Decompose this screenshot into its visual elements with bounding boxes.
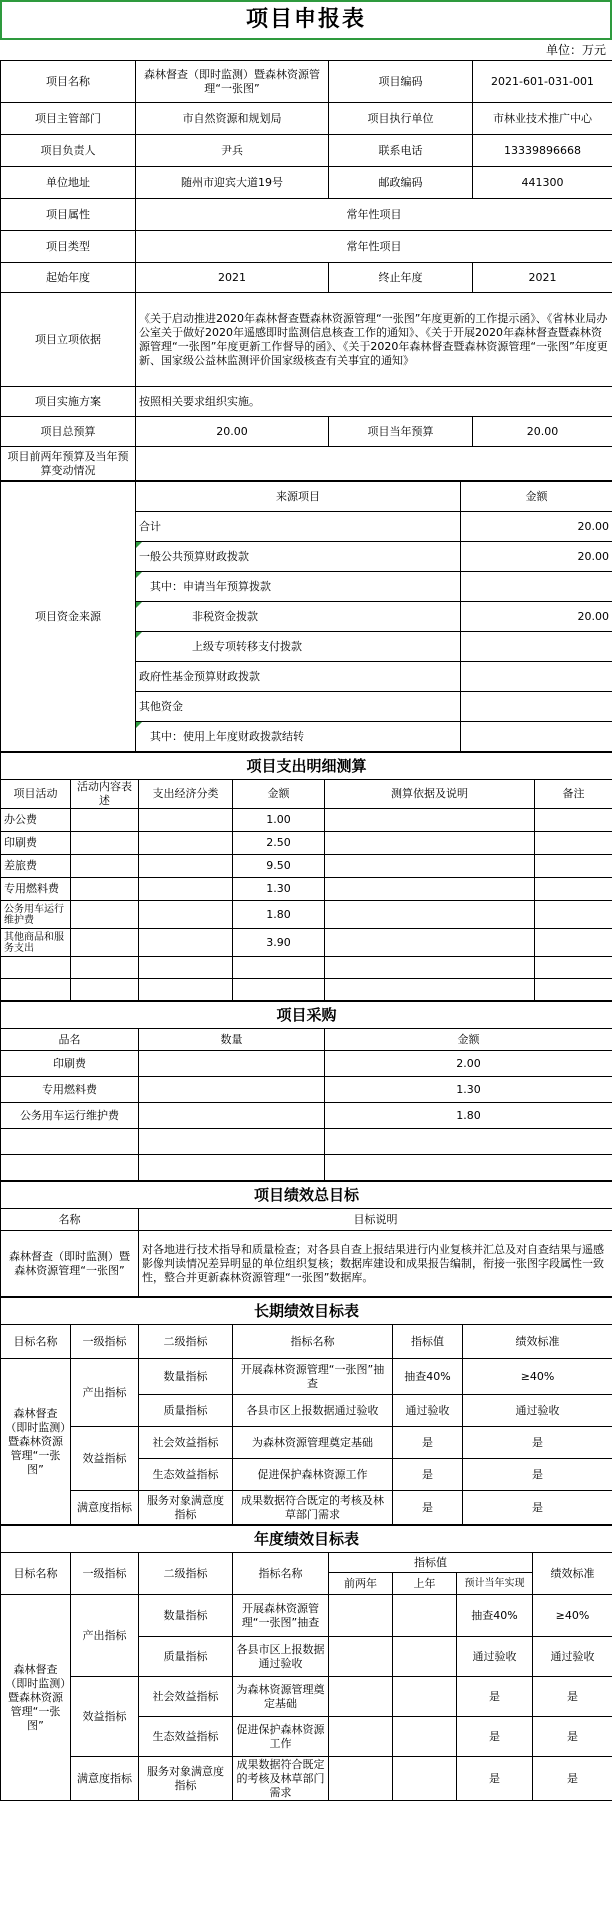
funds-label: 项目资金来源	[1, 482, 136, 752]
funds-row-amount: 20.00	[461, 542, 612, 572]
table-row	[1, 832, 612, 855]
longterm-header: 目标名称	[1, 1325, 71, 1359]
purchase-header: 数量	[139, 1029, 325, 1051]
longterm-title: 长期绩效目标表	[1, 1298, 612, 1325]
addr-value: 随州市迎宾大道19号	[136, 167, 329, 199]
expense-header: 测算依据及说明	[325, 780, 535, 809]
funds-amount-header: 金额	[461, 482, 612, 512]
table-row	[1, 1077, 612, 1103]
plan-value: 按照相关要求组织实施。	[136, 387, 612, 417]
longterm-header: 一级指标	[71, 1325, 139, 1359]
attr-label: 项目属性	[1, 199, 136, 231]
expense-activity: 公务用车运行维护费	[1, 901, 71, 929]
funds-source-header: 来源项目	[136, 482, 461, 512]
expense-activity: 其他商品和服务支出	[1, 929, 71, 957]
total-value: 20.00	[136, 417, 329, 447]
annual-l1: 满意度指标	[71, 1757, 139, 1801]
expense-header: 金额	[233, 780, 325, 809]
basic-info-table	[0, 60, 612, 481]
longterm-header: 二级指标	[139, 1325, 233, 1359]
funds-row-name: 上级专项转移支付拨款	[136, 632, 461, 662]
project-name-label: 项目名称	[1, 61, 136, 103]
purchase-header: 金额	[325, 1029, 612, 1051]
perf-desc: 对各地进行技术指导和质量检查；对各县自查上报结果进行内业复核并汇总及对自查结果与遥感影像判读情况差异明显的单位组织复核；数据库建设和成果报告编制，衔接一张图字段属性一致性，整合并更新森林资源管理“一张图”数据库。	[139, 1231, 612, 1297]
annual-header: 指标名称	[233, 1553, 329, 1595]
perf-name: 森林督查（即时监测）暨森林资源管理“一张图”	[1, 1231, 139, 1297]
unit-label: 单位：万元	[545, 43, 606, 57]
annual-header: 前两年	[329, 1573, 393, 1595]
exec-label: 项目执行单位	[329, 103, 473, 135]
longterm-header: 指标名称	[233, 1325, 393, 1359]
curr-value: 20.00	[473, 417, 612, 447]
expense-amount: 1.00	[233, 809, 325, 832]
expense-activity: 办公费	[1, 809, 71, 832]
funds-table	[0, 481, 612, 752]
expense-activity: 专用燃料费	[1, 878, 71, 901]
start-value: 2021	[136, 263, 329, 293]
funds-row-name: 政府性基金预算财政拨款	[136, 662, 461, 692]
project-code-label: 项目编码	[329, 61, 473, 103]
project-name-value: 森林督查（即时监测）暨森林资源管理“一张图”	[136, 61, 329, 103]
purchase-title: 项目采购	[1, 1002, 612, 1029]
expense-amount: 2.50	[233, 832, 325, 855]
total-label: 项目总预算	[1, 417, 136, 447]
leader-label: 项目负责人	[1, 135, 136, 167]
longterm-l1: 满意度指标	[71, 1491, 139, 1525]
expense-header: 项目活动	[1, 780, 71, 809]
funds-row-name: 其他资金	[136, 692, 461, 722]
purchase-table	[0, 1001, 612, 1181]
expense-table	[0, 752, 612, 1001]
annual-title: 年度绩效目标表	[1, 1526, 612, 1553]
purchase-amount: 1.80	[325, 1103, 612, 1129]
basis-value: 《关于启动推进2020年森林督查暨森林资源管理“一张图”年度更新的工作提示函》、《省林业局办公室关于做好2020年遥感即时监测信息核查工作的通知》、《关于开展2020年森林督查暨森林资源管理“一张图”年度更新工作督导的函》、《关于2020年森林督查暨森林资源管理“一张图”年度更新、国家级公益林监测评价国家级核查有关事宜的通知》	[136, 293, 612, 387]
annual-header: 预计当年实现	[457, 1573, 533, 1595]
annual-header: 指标值	[329, 1553, 533, 1573]
type-value: 常年性项目	[136, 231, 612, 263]
plan-label: 项目实施方案	[1, 387, 136, 417]
expense-amount: 9.50	[233, 855, 325, 878]
expense-amount: 1.80	[233, 901, 325, 929]
annual-goal: 森林督查（即时监测）暨森林资源管理“一张图”	[1, 1595, 71, 1801]
expense-header: 支出经济分类	[139, 780, 233, 809]
perf-table	[0, 1181, 612, 1297]
table-row	[1, 929, 612, 957]
annual-header: 一级指标	[71, 1553, 139, 1595]
expense-activity: 差旅费	[1, 855, 71, 878]
end-label: 终止年度	[329, 263, 473, 293]
zip-value: 441300	[473, 167, 612, 199]
phone-value: 13339896668	[473, 135, 612, 167]
expense-title: 项目支出明细测算	[1, 753, 612, 780]
perf-desc-header: 目标说明	[139, 1209, 612, 1231]
project-code-value: 2021-601-031-001	[473, 61, 612, 103]
expense-amount: 1.30	[233, 878, 325, 901]
page-title: 项目申报表	[0, 0, 612, 40]
table-row: 满意度指标 服务对象满意度指标 成果数据符合既定的考核及林草部门需求 是 是	[1, 1757, 612, 1801]
table-row	[1, 1103, 612, 1129]
table-row	[1, 809, 612, 832]
attr-value: 常年性项目	[136, 199, 612, 231]
start-label: 起始年度	[1, 263, 136, 293]
expense-activity: 印刷费	[1, 832, 71, 855]
table-row: 生态效益指标 促进保护森林资源工作 是 是	[1, 1459, 612, 1491]
phone-label: 联系电话	[329, 135, 473, 167]
funds-row-amount	[461, 662, 612, 692]
funds-row-name: 一般公共预算财政拨款	[136, 542, 461, 572]
funds-row-name: 合计	[136, 512, 461, 542]
expense-header: 活动内容表述	[71, 780, 139, 809]
purchase-header: 品名	[1, 1029, 139, 1051]
expense-amount: 3.90	[233, 929, 325, 957]
longterm-l1: 产出指标	[71, 1359, 139, 1427]
annual-header: 目标名称	[1, 1553, 71, 1595]
zip-label: 邮政编码	[329, 167, 473, 199]
annual-table	[0, 1525, 612, 1801]
annual-l1: 效益指标	[71, 1677, 139, 1757]
dept-label: 项目主管部门	[1, 103, 136, 135]
funds-row-amount	[461, 572, 612, 602]
table-row	[1, 855, 612, 878]
funds-row-name: 其中：使用上年度财政拨款结转	[136, 722, 461, 752]
table-row	[1, 901, 612, 929]
funds-row-amount	[461, 692, 612, 722]
leader-value: 尹兵	[136, 135, 329, 167]
type-label: 项目类型	[1, 231, 136, 263]
table-row	[1, 878, 612, 901]
longterm-goal: 森林督查（即时监测）暨森林资源管理“一张图”	[1, 1359, 71, 1525]
curr-label: 项目当年预算	[329, 417, 473, 447]
purchase-name: 专用燃料费	[1, 1077, 139, 1103]
funds-row-amount: 20.00	[461, 512, 612, 542]
perf-title: 项目绩效总目标	[1, 1182, 612, 1209]
table-row: 生态效益指标 促进保护森林资源工作 是 是	[1, 1717, 612, 1757]
dept-value: 市自然资源和规划局	[136, 103, 329, 135]
longterm-header: 指标值	[393, 1325, 463, 1359]
table-row: 质量指标 各县市区上报数据通过验收 通过验收 通过验收	[1, 1637, 612, 1677]
annual-l1: 产出指标	[71, 1595, 139, 1677]
purchase-name: 公务用车运行维护费	[1, 1103, 139, 1129]
funds-row-amount	[461, 722, 612, 752]
longterm-table	[0, 1297, 612, 1525]
table-row: 森林督查（即时监测）暨森林资源管理“一张图” 产出指标 数量指标 开展森林资源管理“一张图”抽查 抽查40% ≥40%	[1, 1359, 612, 1395]
basis-label: 项目立项依据	[1, 293, 136, 387]
table-row: 质量指标 各县市区上报数据通过验收 通过验收 通过验收	[1, 1395, 612, 1427]
annual-header: 绩效标准	[533, 1553, 612, 1595]
perf-name-header: 名称	[1, 1209, 139, 1231]
expense-header: 备注	[535, 780, 612, 809]
table-row	[1, 1051, 612, 1077]
table-row: 满意度指标 服务对象满意度指标 成果数据符合既定的考核及林草部门需求 是 是	[1, 1491, 612, 1525]
exec-value: 市林业技术推广中心	[473, 103, 612, 135]
table-row: 森林督查（即时监测）暨森林资源管理“一张图” 产出指标 数量指标 开展森林资源管理“一张图”抽查 抽查40% ≥40%	[1, 1595, 612, 1637]
funds-row-name: 其中：申请当年预算拨款	[136, 572, 461, 602]
funds-row-amount: 20.00	[461, 602, 612, 632]
addr-label: 单位地址	[1, 167, 136, 199]
end-value: 2021	[473, 263, 612, 293]
purchase-amount: 2.00	[325, 1051, 612, 1077]
funds-row-name: 非税资金拨款	[136, 602, 461, 632]
longterm-header: 绩效标准	[463, 1325, 612, 1359]
longterm-l1: 效益指标	[71, 1427, 139, 1491]
funds-row-amount	[461, 632, 612, 662]
annual-header: 二级指标	[139, 1553, 233, 1595]
table-row: 效益指标 社会效益指标 为森林资源管理奠定基础 是 是	[1, 1427, 612, 1459]
purchase-amount: 1.30	[325, 1077, 612, 1103]
annual-header: 上年	[393, 1573, 457, 1595]
change-value	[136, 447, 612, 481]
table-row: 效益指标 社会效益指标 为森林资源管理奠定基础 是 是	[1, 1677, 612, 1717]
purchase-name: 印刷费	[1, 1051, 139, 1077]
change-label: 项目前两年预算及当年预算变动情况	[1, 447, 136, 481]
